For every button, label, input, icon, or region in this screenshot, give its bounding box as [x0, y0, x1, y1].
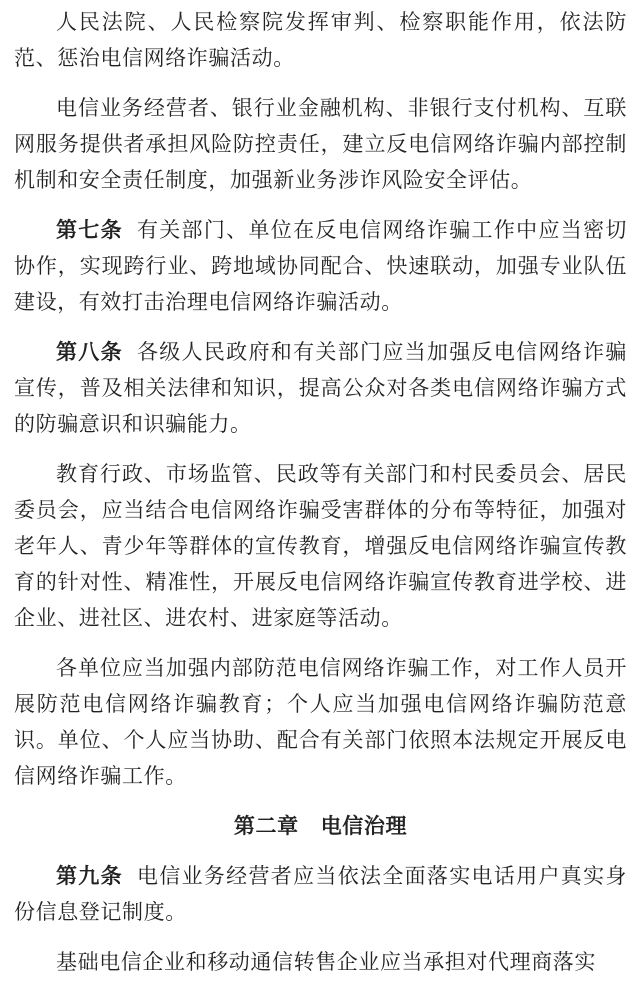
- paragraph-operators-responsibility: 电信业务经营者、银行业金融机构、非银行支付机构、互联网服务提供者承担风险防控责任，建立反电信网络诈骗内部控制机制和安全责任制度，加强新业务涉诈风险安全评估。: [14, 96, 627, 192]
- article-7-number: 第七条: [56, 218, 123, 242]
- chapter-title: 电信治理: [320, 814, 408, 838]
- chapter-number: 第二章: [233, 814, 299, 838]
- paragraph-telecom-enterprises: 基础电信企业和移动通信转售企业应当承担对代理商落实: [56, 950, 596, 974]
- chapter-heading: [14, 808, 627, 844]
- paragraph-education: 教育行政、市场监管、民政等有关部门和村民委员会、居民委员会，应当结合电信网络诈骗受害群体的分布等特征，加强对老年人、青少年等群体的宣传教育，增强反电信网络诈骗宣传教育的针对性、精准性，开展反电信网络诈骗宣传教育进学校、进企业、进社区、进农村、进家庭等活动。: [14, 462, 627, 630]
- article-7-text: 有关部门、单位在反电信网络诈骗工作中应当密切协作，实现跨行业、跨地域协同配合、快速联动，加强专业队伍建设，有效打击治理电信网络诈骗活动。: [14, 218, 627, 314]
- paragraph-courts: 人民法院、人民检察院发挥审判、检察职能作用，依法防范、惩治电信网络诈骗活动。: [14, 10, 627, 70]
- article-8-number: 第八条: [56, 340, 123, 364]
- article-9-text: 电信业务经营者应当依法全面落实电话用户真实身份信息登记制度。: [14, 864, 627, 924]
- article-7: [14, 212, 627, 320]
- article-9-number: 第九条: [56, 864, 123, 888]
- article-8-text: 各级人民政府和有关部门应当加强反电信网络诈骗宣传，普及相关法律和知识，提高公众对各类电信网络诈骗方式的防骗意识和识骗能力。: [14, 340, 627, 436]
- paragraph-units-individuals: 各单位应当加强内部防范电信网络诈骗工作，对工作人员开展防范电信网络诈骗教育；个人应当加强电信网络诈骗防范意识。单位、个人应当协助、配合有关部门依照本法规定开展反电信网络诈骗工作。: [14, 656, 627, 788]
- article-8: [14, 334, 627, 442]
- article-9: [14, 858, 627, 930]
